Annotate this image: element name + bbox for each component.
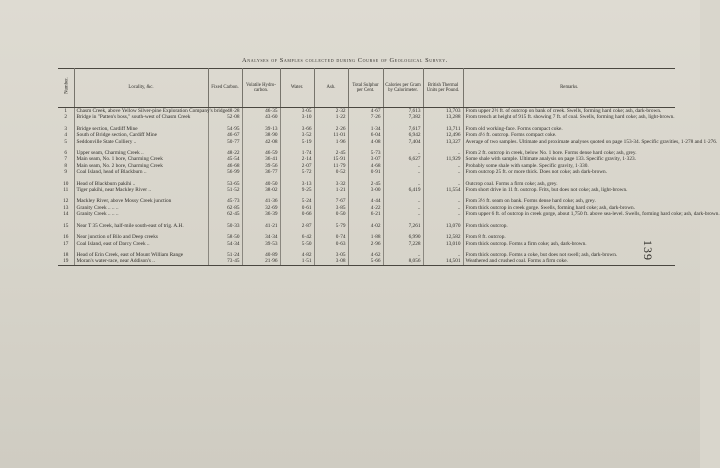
cell-btu: .. — [423, 181, 463, 187]
cell-ash: 3·05 — [314, 252, 348, 258]
cell-ash: 11·79 — [314, 163, 348, 169]
cell-water: 1·74 — [280, 150, 314, 156]
cell-calories: .. — [383, 205, 423, 211]
cell-btu: 13,703 — [423, 108, 463, 115]
cell-water: 3·13 — [280, 181, 314, 187]
cell-locality: Head of Blackburn pakihi .. — [74, 181, 208, 187]
cell-btu: 11,554 — [423, 187, 463, 193]
table-row — [58, 258, 675, 265]
cell-calories: 6,990 — [383, 234, 423, 240]
cell-ash: 2·32 — [314, 108, 348, 115]
cell-ash: 3·08 — [314, 258, 348, 265]
cell-ash: 1·22 — [314, 114, 348, 120]
cell-btu: 12,496 — [423, 132, 463, 138]
cell-sulphur: 0·91 — [348, 169, 383, 175]
cell-fixed-carbon: 73·45 — [208, 258, 242, 265]
cell-water: 5·19 — [280, 139, 314, 145]
cell-calories: .. — [383, 150, 423, 156]
cell-number: 15 — [58, 223, 74, 229]
cell-sulphur: 4·67 — [348, 108, 383, 115]
cell-volatile: 42·08 — [242, 139, 280, 145]
cell-sulphur: 2·45 — [348, 181, 383, 187]
cell-sulphur: 5·73 — [348, 150, 383, 156]
cell-volatile: 39·53 — [242, 241, 280, 247]
cell-fixed-carbon: 58·50 — [208, 234, 242, 240]
cell-volatile: 34·34 — [242, 234, 280, 240]
cell-water: 0·61 — [280, 205, 314, 211]
cell-locality: Near junction of Bilo and Deep creeks — [74, 234, 208, 240]
cell-volatile: 40·89 — [242, 252, 280, 258]
cell-locality: Seddonville State Colliery .. — [74, 139, 208, 145]
cell-number: 3 — [58, 126, 74, 132]
cell-locality: South of Bridge section, Cardiff Mine — [74, 132, 208, 138]
cell-water: 1·51 — [280, 258, 314, 265]
cell-volatile: 36·41 — [242, 156, 280, 162]
cell-sulphur: 3·07 — [348, 156, 383, 162]
cell-fixed-carbon: 54·34 — [208, 241, 242, 247]
cell-locality: Coal Island, head of Blackburn .. — [74, 169, 208, 175]
cell-water: 3·05 — [280, 108, 314, 115]
cell-ash: 1·96 — [314, 139, 348, 145]
cell-remarks: From thick outcrop in creek gorge. Swells, forming hard coke; ash, dark-brown. — [465, 204, 636, 211]
cell-locality: Mackley River, above Mossy Creek junction — [74, 198, 208, 204]
cell-remarks: From outcrop 25 ft. or more thick. Does not coke; ash dark-brown. — [465, 169, 608, 176]
table-title: Analyses of Samples collected during Course of Geological Survey. — [242, 57, 448, 64]
cell-water: 5·72 — [280, 169, 314, 175]
cell-btu: 14,501 — [423, 258, 463, 265]
cell-fixed-carbon: 46·68 — [208, 163, 242, 169]
cell-btu: .. — [423, 150, 463, 156]
cell-fixed-carbon: 48·22 — [208, 150, 242, 156]
cell-calories: 7,228 — [383, 241, 423, 247]
cell-ash: 2·45 — [314, 150, 348, 156]
cell-locality: Head of Erin Creek, east of Mount William Range — [74, 252, 208, 258]
cell-remarks: Average of two samples. Ultimate and proximate analyses quoted on page 153-34. Specific gravities, 1·278 and 1·276. — [465, 138, 718, 145]
cell-water: 2·87 — [280, 223, 314, 229]
cell-calories: 7,617 — [383, 126, 423, 132]
cell-volatile: 39·13 — [242, 126, 280, 132]
cell-calories: .. — [383, 252, 423, 258]
cell-btu: 13,711 — [423, 126, 463, 132]
cell-btu: 13,070 — [423, 223, 463, 229]
cell-calories: .. — [383, 211, 423, 217]
cell-volatile: 36·39 — [242, 211, 280, 217]
col-header-locality: Locality, &c. — [74, 69, 208, 108]
cell-number: 4 — [58, 132, 74, 138]
cell-remarks: From short drive in 11 ft. outcrop. Frits, but does not coke; ash, light-brown. — [465, 187, 628, 194]
cell-calories: .. — [383, 181, 423, 187]
cell-water: 6·42 — [280, 234, 314, 240]
cell-sulphur: 4·62 — [348, 252, 383, 258]
col-header-btu: British Thermal Units per Pound. — [423, 69, 463, 108]
analyses-table — [58, 68, 720, 266]
cell-remarks: From upper 6 ft. of outcrop in creek gorge, about 1,750 ft. above sea-level. Swells, forming hard coke; ash, dark-brown. — [465, 211, 720, 218]
cell-calories: 8,056 — [383, 258, 423, 265]
cell-calories: 7,261 — [383, 223, 423, 229]
page-number: 139 — [641, 240, 655, 261]
cell-remarks: Probably some shale with sample. Specific gravity, 1·330. — [465, 162, 589, 169]
cell-sulphur: 1·34 — [348, 126, 383, 132]
cell-volatile: 41·36 — [242, 198, 280, 204]
cell-water: 4·82 — [280, 252, 314, 258]
cell-volatile: 38·02 — [242, 187, 280, 193]
cell-sulphur: 2·96 — [348, 241, 383, 247]
cell-number: 6 — [58, 150, 74, 156]
cell-ash: 0·52 — [314, 169, 348, 175]
cell-volatile: 38·90 — [242, 132, 280, 138]
cell-number: 11 — [58, 187, 74, 193]
cell-water: 3·10 — [280, 114, 314, 120]
cell-fixed-carbon: 50·33 — [208, 223, 242, 229]
cell-remarks: From 2 ft. outcrop in creek, below No. 1 bore. Forms dense hard coke; ash, grey. — [465, 150, 637, 157]
cell-fixed-carbon: 45·73 — [208, 198, 242, 204]
cell-locality: Chasm Creek, above Yellow Silver-pine Exploration Company's bridge — [74, 108, 208, 115]
cell-btu: 12,582 — [423, 234, 463, 240]
cell-number: 1 — [58, 108, 74, 115]
cell-number: 18 — [58, 252, 74, 258]
cell-ash: 0·63 — [314, 241, 348, 247]
cell-locality: Granity Creek .. .. .. — [74, 211, 208, 217]
cell-btu: 13,288 — [423, 114, 463, 120]
col-header-ash: Ash. — [314, 69, 348, 108]
cell-water: 5·24 — [280, 198, 314, 204]
cell-volatile: 40·50 — [242, 181, 280, 187]
cell-calories: 7,382 — [383, 114, 423, 120]
cell-btu: .. — [423, 163, 463, 169]
cell-volatile: 41·21 — [242, 223, 280, 229]
cell-ash: 15·91 — [314, 156, 348, 162]
cell-number: 16 — [58, 234, 74, 240]
cell-fixed-carbon: 52·08 — [208, 114, 242, 120]
cell-fixed-carbon: 53·65 — [208, 181, 242, 187]
cell-volatile: 39·56 — [242, 163, 280, 169]
cell-calories: .. — [383, 163, 423, 169]
cell-sulphur: 7·26 — [348, 114, 383, 120]
cell-fixed-carbon: 51·24 — [208, 252, 242, 258]
cell-volatile: 46·59 — [242, 150, 280, 156]
cell-water: 3·66 — [280, 126, 314, 132]
cell-locality: Moran's water-race, near Addison's .. — [74, 258, 208, 265]
cell-locality: Main seam, No. 1 bore, Charming Creek — [74, 156, 208, 162]
cell-locality: Near T 35 Creek, half-mile south-east of trig. A.H. — [74, 223, 208, 229]
cell-number: 8 — [58, 163, 74, 169]
cell-remarks: From trench at height of 915 ft. showing 7 ft. of coal. Swells, forming hard coke; ash, light-brown. — [465, 114, 675, 121]
cell-btu: 13,010 — [423, 241, 463, 247]
cell-remarks: From thick outcrop. Forms a coke, but does not swell; ash, dark-brown. — [465, 251, 618, 258]
cell-fixed-carbon: 50·77 — [208, 139, 242, 145]
cell-water: 3·52 — [280, 132, 314, 138]
col-header-fixed-carbon: Fixed Carbon. — [208, 69, 242, 108]
col-header-calories: Calories per Gram by Calorimeter. — [383, 69, 423, 108]
cell-fixed-carbon: 62·45 — [208, 211, 242, 217]
cell-remarks: Outcrop coal. Forms a firm coke; ash, grey. — [465, 180, 558, 187]
col-header-sulphur: Total Sulphur per Cent. — [348, 69, 383, 108]
cell-water: 9·25 — [280, 187, 314, 193]
cell-volatile: 32·69 — [242, 205, 280, 211]
cell-remarks: From old working-face. Forms compact coke. — [465, 125, 563, 132]
cell-locality: Bridge section, Cardiff Mine — [74, 126, 208, 132]
cell-number: 5 — [58, 139, 74, 145]
cell-ash: 11·01 — [314, 132, 348, 138]
cell-sulphur: 1·88 — [348, 234, 383, 240]
cell-remarks: From thick outcrop. — [465, 222, 508, 229]
cell-sulphur: 5·66 — [348, 258, 383, 265]
cell-sulphur: 4·02 — [348, 223, 383, 229]
cell-btu: .. — [423, 205, 463, 211]
cell-sulphur: 4·22 — [348, 205, 383, 211]
cell-calories: 6,627 — [383, 156, 423, 162]
cell-number: 7 — [58, 156, 74, 162]
cell-fixed-carbon: 48·28 — [208, 108, 242, 115]
cell-locality: Main seam, No. 2 bore, Charming Creek — [74, 163, 208, 169]
col-header-remarks: Remarks. — [463, 69, 675, 108]
cell-fixed-carbon: 56·99 — [208, 169, 242, 175]
cell-btu: .. — [423, 252, 463, 258]
cell-fixed-carbon: 62·85 — [208, 205, 242, 211]
cell-ash: 3·32 — [314, 181, 348, 187]
cell-remarks: From 8 ft. outcrop. — [465, 234, 506, 241]
col-header-volatile: Volatile Hydro-carbon. — [242, 69, 280, 108]
cell-sulphur: 6·04 — [348, 132, 383, 138]
cell-water: 2·14 — [280, 156, 314, 162]
cell-sulphur: 3·00 — [348, 187, 383, 193]
cell-sulphur: 4·44 — [348, 198, 383, 204]
cell-water: 5·50 — [280, 241, 314, 247]
cell-locality: Granity Creek .. .. .. — [74, 205, 208, 211]
cell-ash: 3·85 — [314, 205, 348, 211]
cell-number: 13 — [58, 205, 74, 211]
cell-remarks: From 3½ ft. seam on bank. Forms dense hard coke; ash, grey. — [465, 198, 596, 205]
cell-number: 19 — [58, 258, 74, 265]
cell-remarks: From 4½ ft. outcrop. Forms compact coke. — [465, 132, 557, 139]
cell-sulphur: 6·21 — [348, 211, 383, 217]
cell-remarks: From upper 2½ ft. of outcrop on bank of creek. Swells, forming hard coke; ash, dark-brown. — [465, 108, 662, 114]
cell-ash: 7·67 — [314, 198, 348, 204]
cell-number: 17 — [58, 241, 74, 247]
cell-number: 14 — [58, 211, 74, 217]
col-header-water: Water. — [280, 69, 314, 108]
cell-locality: Tiger pakihi, near Mackley River .. — [74, 187, 208, 193]
cell-btu: .. — [423, 211, 463, 217]
cell-sulphur: 4·68 — [348, 163, 383, 169]
cell-number: 9 — [58, 169, 74, 175]
cell-btu: 11,929 — [423, 156, 463, 162]
cell-water: 2·07 — [280, 163, 314, 169]
header-row — [58, 69, 675, 108]
cell-calories: .. — [383, 169, 423, 175]
cell-number: 10 — [58, 181, 74, 187]
cell-ash: 5·79 — [314, 223, 348, 229]
col-header-number: Number. — [58, 69, 74, 108]
cell-volatile: 46·35 — [242, 108, 280, 115]
cell-volatile: 21·96 — [242, 258, 280, 265]
cell-volatile: 36·77 — [242, 169, 280, 175]
cell-calories: 7,404 — [383, 139, 423, 145]
cell-locality: Upper seam, Charming Creek .. — [74, 150, 208, 156]
cell-calories: 6,419 — [383, 187, 423, 193]
cell-number: 12 — [58, 198, 74, 204]
cell-fixed-carbon: 46·67 — [208, 132, 242, 138]
cell-locality: Coal Island, east of Darcy Creek .. — [74, 241, 208, 247]
cell-calories: 7,613 — [383, 108, 423, 115]
cell-calories: 6,942 — [383, 132, 423, 138]
cell-calories: .. — [383, 198, 423, 204]
cell-fixed-carbon: 51·52 — [208, 187, 242, 193]
cell-ash: 2·26 — [314, 126, 348, 132]
cell-ash: 0·50 — [314, 211, 348, 217]
cell-volatile: 43·60 — [242, 114, 280, 120]
cell-ash: 0·74 — [314, 234, 348, 240]
cell-btu: .. — [423, 169, 463, 175]
cell-water: 0·66 — [280, 211, 314, 217]
cell-sulphur: 4·08 — [348, 139, 383, 145]
cell-fixed-carbon: 54·95 — [208, 126, 242, 132]
cell-btu: 13,327 — [423, 139, 463, 145]
table-body — [58, 108, 720, 266]
cell-remarks: Weathered and crushed coal. Forms a firm coke. — [463, 258, 675, 265]
cell-fixed-carbon: 45·54 — [208, 156, 242, 162]
cell-ash: 1·21 — [314, 187, 348, 193]
cell-btu: .. — [423, 198, 463, 204]
cell-remarks: Some shale with sample. Ultimate analysis on page 133. Specific gravity, 1·323. — [465, 156, 636, 163]
cell-remarks: From thick outcrop. Forms a firm coke; ash, dark-brown. — [465, 240, 587, 247]
cell-number: 2 — [58, 114, 74, 120]
cell-locality: Bridge in "Patten's boss," south-west of Chasm Creek — [74, 114, 208, 120]
